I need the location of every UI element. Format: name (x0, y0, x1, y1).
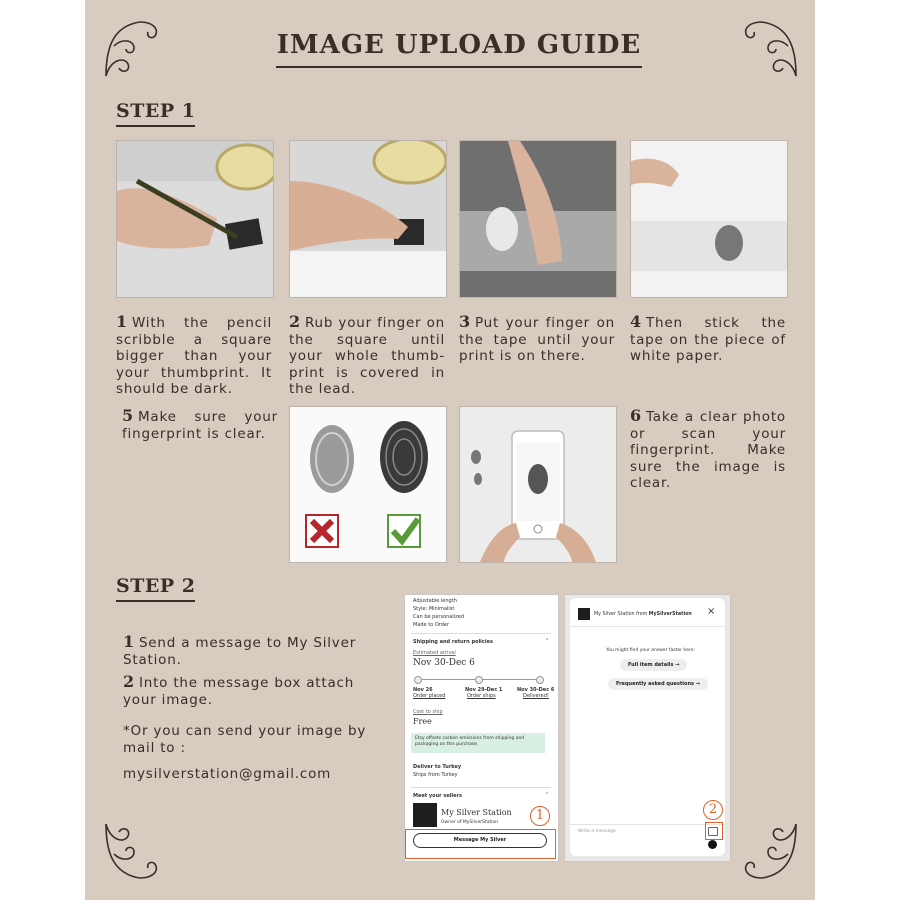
order-icon (414, 676, 422, 684)
callout-badge-1: 1 (530, 806, 550, 826)
email-note: *Or you can send your image by mail to : (123, 723, 367, 756)
divider (570, 824, 725, 825)
photo-phone-capture (459, 406, 617, 563)
step2-instruction-1: 1 Send a message to My Silver Station. (123, 632, 357, 668)
chat-prompt: You might find your answer faster here: (606, 648, 696, 653)
chat-screenshot (570, 598, 725, 856)
step2-heading: STEP 2 (116, 575, 196, 597)
carbon-offset-note: Etsy offsets carbon emissions from shipping and packaging on this purchase. (411, 733, 545, 753)
corner-ornament-bottom-right (738, 820, 802, 884)
step1-instruction-3: 3 Put your finger on the tape until your print is on there. (459, 312, 615, 364)
bullet-3: Can be personalized (413, 614, 465, 620)
step1-instruction-6: 6 Take a clear photo or scan your fingerprint. Make sure the image is clear. (630, 406, 786, 491)
delivered-icon (536, 676, 544, 684)
timeline-label-1: Order placed (413, 693, 446, 699)
truck-icon (475, 676, 483, 684)
title-underline (276, 66, 642, 68)
seller-avatar[interactable] (413, 803, 437, 827)
message-seller-button[interactable]: Message My Silver (413, 833, 547, 848)
photo-tape-on-paper (630, 140, 788, 298)
shop-avatar (578, 608, 590, 620)
divider (570, 626, 725, 627)
estimated-label: Estimated arrival (413, 650, 456, 656)
estimated-value: Nov 30-Dec 6 (413, 658, 475, 668)
photo-print-comparison (289, 406, 447, 563)
step1-heading: STEP 1 (116, 100, 196, 122)
highlight-box-1 (405, 829, 556, 859)
timeline-label-3: Delivered! (523, 693, 549, 699)
bullet-2: Style: Minimalist (413, 606, 455, 612)
corner-ornament-top-right (738, 16, 802, 80)
email-address[interactable]: mysilverstation@gmail.com (123, 766, 332, 782)
photo-rub-finger (289, 140, 447, 298)
send-icon[interactable] (708, 840, 717, 849)
seller-name: My Silver Station (441, 808, 512, 817)
ships-from: Ships from Turkey (413, 772, 458, 778)
chat-header: My Silver Station from MySilverStation (594, 612, 692, 617)
message-input[interactable]: Write a message (578, 829, 616, 834)
reject-mark-icon (306, 515, 338, 547)
sellers-heading: Meet your sellers (413, 793, 462, 799)
timeline-date-3: Nov 30-Dec 6 (517, 687, 555, 693)
cost-value: Free (413, 717, 432, 726)
timeline-label-2: Order ships (467, 693, 496, 699)
photo-tape-print (459, 140, 617, 298)
full-item-details-button[interactable]: Full item details → (620, 659, 687, 671)
divider (411, 787, 551, 788)
page-title: IMAGE UPLOAD GUIDE (276, 30, 642, 60)
chevron-up-icon[interactable]: ⌃ (545, 792, 550, 798)
chevron-up-icon[interactable]: ⌃ (545, 638, 550, 644)
timeline-date-1: Nov 26 (413, 687, 433, 693)
seller-owner[interactable]: Owner of MySilverStation (441, 820, 499, 825)
step1-instruction-4: 4 Then stick the tape on the piece of white paper. (630, 312, 786, 364)
highlight-box-2 (705, 822, 723, 840)
shipping-heading[interactable]: Shipping and return policies (413, 639, 493, 645)
photo-pencil-scribble (116, 140, 274, 298)
step1-instruction-5: 5 Make sure your fingerprint is clear. (122, 406, 278, 442)
step1-instruction-2: 2 Rub your finger on the square until your whole thumb-print is covered in the lead. (289, 312, 445, 397)
corner-ornament-top-left (100, 16, 164, 80)
faq-button[interactable]: Frequently asked questions → (608, 678, 708, 690)
timeline-date-2: Nov 29-Dec 1 (465, 687, 503, 693)
divider (411, 633, 551, 634)
step2-instruction-2: 2 Into the message box attach your image. (123, 672, 355, 708)
approve-mark-icon (388, 515, 420, 547)
callout-badge-2: 2 (703, 800, 723, 820)
step1-instruction-1: 1 With the pencil scribble a square bigger than your your thumbprint. It should be dark. (116, 312, 272, 397)
deliver-to[interactable]: Deliver to Turkey (413, 764, 462, 770)
close-icon[interactable]: × (707, 606, 716, 617)
cost-label: Cost to ship (413, 709, 443, 715)
bullet-1: Adjustable length (413, 598, 457, 604)
bullet-4: Made to Order (413, 622, 450, 628)
corner-ornament-bottom-left (100, 820, 164, 884)
